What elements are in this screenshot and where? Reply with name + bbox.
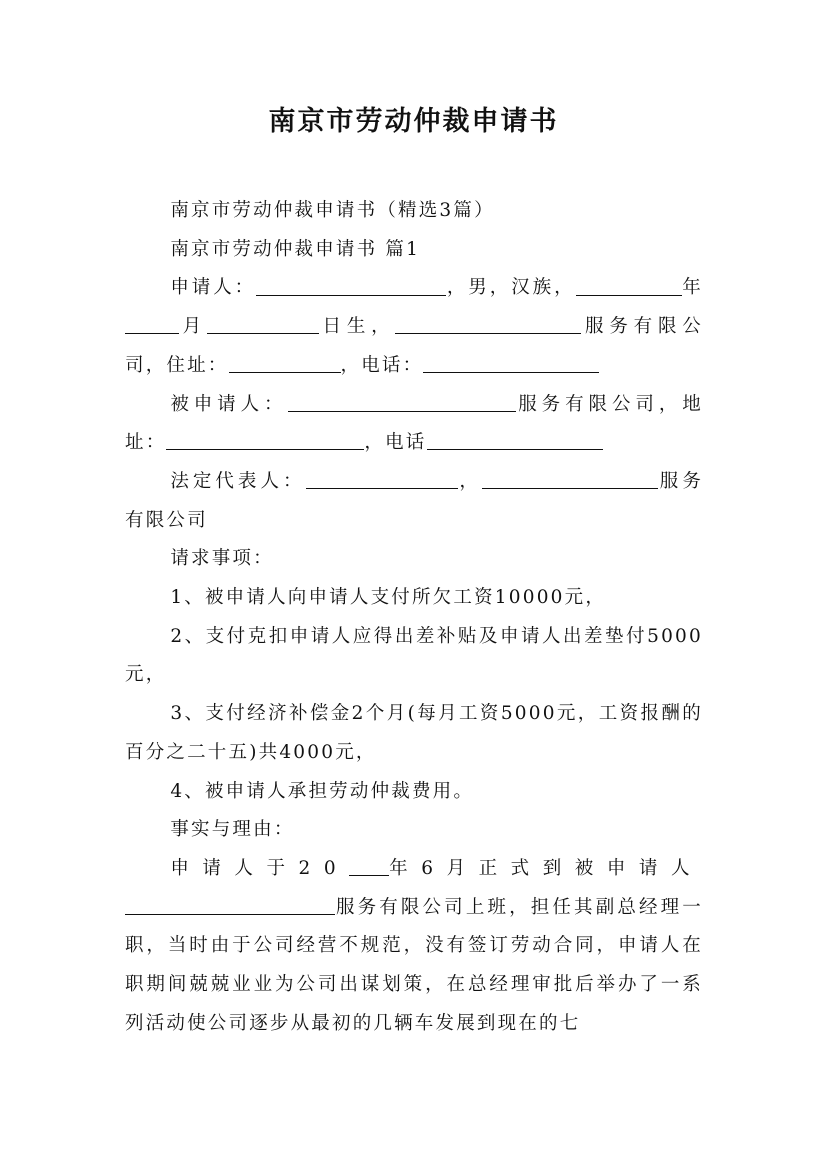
document-title: 南京市劳动仲裁申请书 bbox=[268, 106, 559, 137]
facts-opening-2: 年6月正式到被申请人 bbox=[389, 857, 703, 879]
facts-rest: 服务有限公司上班，担任其副总经理一职，当时由于公司经营不规范，没有签订劳动合同，申请人在职期间兢兢业业为公司出谋划策，在总经理审批后举办了一系列活动使公司逐步从最初的几辆车发展到现在的七 bbox=[125, 896, 703, 1034]
legal-rep-name-blank bbox=[306, 469, 458, 489]
applicant-address-blank bbox=[229, 353, 341, 373]
applicant-company-suffix: 服务有限公 bbox=[581, 316, 703, 338]
heading-line: 南京市劳动仲裁申请书（精选3篇） bbox=[170, 200, 495, 221]
respondent-address-label: 址： bbox=[125, 432, 167, 454]
facts-heading: 事实与理由： bbox=[170, 819, 295, 841]
legal-rep-tail: 有限公司 bbox=[125, 509, 208, 531]
respondent-company-suffix: 服务有限公司，地 bbox=[515, 393, 703, 415]
claim-item-1: 1、被申请人向申请人支付所欠工资10000元， bbox=[170, 587, 607, 609]
applicant-company-blank bbox=[395, 314, 581, 334]
legal-rep-paragraph bbox=[125, 463, 703, 540]
facts-year-blank bbox=[349, 856, 389, 876]
applicant-name-blank bbox=[256, 275, 446, 295]
respondent-label: 被申请人： bbox=[170, 393, 288, 415]
facts-company-blank bbox=[125, 894, 335, 914]
applicant-paragraph bbox=[125, 269, 703, 385]
document-body bbox=[125, 192, 703, 1043]
applicant-birth-day-blank bbox=[207, 314, 319, 334]
applicant-phone-blank bbox=[423, 353, 599, 373]
legal-rep-comma: ， bbox=[457, 470, 482, 492]
legal-rep-label: 法定代表人： bbox=[170, 470, 306, 492]
applicant-label: 申请人： bbox=[170, 277, 257, 299]
respondent-address-blank bbox=[166, 430, 364, 450]
part-line: 南京市劳动仲裁申请书 篇1 bbox=[170, 238, 421, 260]
respondent-paragraph bbox=[125, 386, 703, 463]
respondent-phone-label: ，电话 bbox=[364, 432, 427, 454]
claims-heading: 请求事项： bbox=[170, 548, 274, 570]
applicant-birth-year-blank bbox=[576, 275, 682, 295]
facts-opening: 申请人于20 bbox=[170, 857, 350, 879]
applicant-birth-month-blank bbox=[125, 314, 179, 334]
applicant-phone-label: ，电话： bbox=[340, 354, 424, 376]
applicant-sep: ，男，汉族， bbox=[446, 277, 576, 299]
day-born-label: 日生， bbox=[318, 316, 396, 338]
claim-item-3: 3、支付经济补偿金2个月(每月工资5000元，工资报酬的百分之二十五)共4000元， bbox=[125, 703, 703, 763]
legal-rep-suffix: 服务 bbox=[657, 470, 704, 492]
year-label: 年 bbox=[681, 277, 703, 299]
legal-rep-company-blank bbox=[482, 469, 658, 489]
facts-paragraph bbox=[125, 850, 703, 1044]
respondent-company-blank bbox=[288, 391, 516, 411]
claim-item-4: 4、被申请人承担劳动仲裁费用。 bbox=[170, 780, 475, 802]
applicant-company-tail: 司，住址： bbox=[125, 354, 229, 376]
claim-item-2: 2、支付克扣申请人应得出差补贴及申请人出差垫付5000元， bbox=[125, 625, 703, 686]
respondent-phone-blank bbox=[427, 430, 603, 450]
month-label: 月 bbox=[179, 316, 207, 338]
